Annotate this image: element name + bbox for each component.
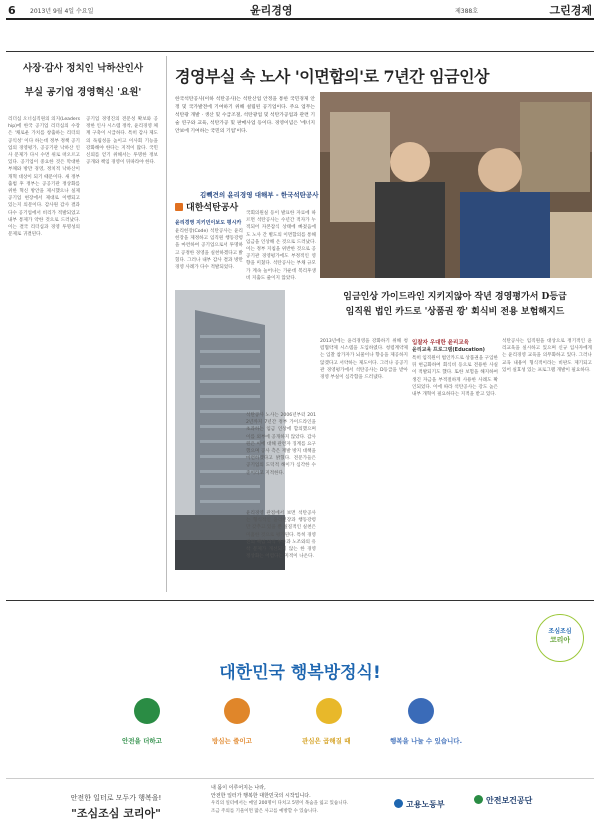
- left-body-col2: [86, 116, 158, 586]
- ministry-logo-text: 고용노동부: [406, 800, 445, 809]
- header-rule: [6, 18, 594, 20]
- left-subhead-1: 사장·감사 정치인 낙하산인사: [22, 63, 144, 74]
- divide-circle-icon: [408, 698, 434, 724]
- lead-text: 한국석탄공사(이하 석탄공사)는 석탄산업 안정을 통한 국민경제 안정 및 국가발전에 기여하기 위해 설립된 공기업이다. 주요 업무는 석탄광 개발 · 생산 및 수급조절, 석탄광업 및 석탄가공업과 관련 기술 연구와 교육, 석탄가공 및 판매사업 등이다. 경영이념은 '에너지 안보에 기여하는 국민의 기업'이다.: [175, 97, 315, 134]
- sidebar-title: 윤리경영 지키민이보도 평시카: [175, 220, 242, 226]
- left-body-text-2: 공기업 경영진의 전문성 확보와 공정한 인사 시스템 정착, 윤리경영 체계 구축이 시급하다. 특히 감사 제도의 독립성을 높이고 이사회 기능을 강화해야 한다는 지적이 많다. 국민 신뢰를 얻기 위해서는 투명한 정보 공개와 책임 경영이 뒤따라야 한다.: [86, 117, 160, 166]
- ad-bottom-box: [6, 778, 594, 836]
- ad-mid-line-1: 내 몸이 이루어지는 나라,: [211, 785, 266, 791]
- column-divider: [166, 56, 167, 592]
- main-headline: 경영부실 속 노사 '이면합의'로 7년간 임금인상: [175, 67, 489, 86]
- section-title: 윤리경영: [250, 4, 293, 17]
- multiply-circle-icon: [316, 698, 342, 724]
- lead-paragraph: [175, 96, 315, 136]
- left-body-col1: [8, 116, 80, 586]
- paper-name: 그린경제: [549, 4, 592, 17]
- right-body-text-1: 2013년에는 윤리경영을 강화하기 위해 청렴협약제 시스템을 도입하였다. 청렴계약제는 입찰 참가자가 뇌물이나 향응을 제공하지 않겠다고 서약하는 제도이다. 그러나 공공기관 경영평가에서 석탄공사는 D등급을 받아 경영 부실이 심각함을 드러냈다.: [320, 339, 410, 381]
- corner-logo-top: 조심조심: [548, 628, 572, 635]
- right-body-col3: [502, 338, 592, 590]
- photo-people-illustration: [320, 92, 592, 278]
- company-logo-icon: [175, 203, 183, 211]
- right-subheads: [320, 290, 590, 320]
- ad-separator: [6, 600, 594, 601]
- callout-title: 입찰자 우대한 윤리교육: [412, 340, 469, 346]
- sidebar-box: [175, 200, 243, 288]
- right-subhead-2: 임직원 법인 카드로 '상품권 깡' 회식비 전용 보험해지드: [345, 307, 565, 317]
- page-header: [0, 0, 600, 44]
- ad-box-line-2: "조심조심 코리아": [71, 807, 161, 820]
- ad-slogan: 대한민국 행복방정식!: [219, 663, 381, 683]
- right-body-text-3: 석탄공사는 임직원을 대상으로 정기적인 윤리교육을 실시하고 있으며 신규 입사자에게는 윤리경영 교육을 의무화하고 있다. 그러나 교육 내용이 형식적이라는 비판도 제기되고 있어 실효성 있는 프로그램 개발이 필요하다.: [502, 339, 594, 373]
- ad-mid-line-4: 조금 주의를 기울이면 많은 사고를 예방할 수 있습니다.: [211, 809, 319, 814]
- middle-body-text-2: 석탄공사 노사는 2006년부터 2012년까지 7년간 정부 가이드라인을 초과하는 임금 인상에 합의했으며 이를 외부에 공개하지 않았다. 감사원은 이에 대해 관련자 징계를 요구했으며 공사 측은 재발 방지 대책을 마련하겠다고 밝혔다. 전문가들은 공기업의 도덕적 해이가 심각한 수준이라고 지적한다.: [246, 413, 318, 476]
- sidebar-logo-row: [175, 200, 243, 213]
- ad-mid-line-2: 안전한 일터가 행복한 대한민국의 시작입니다.: [211, 793, 311, 799]
- ad-pill-4: 행복을 나눌 수 있습니다.: [390, 737, 463, 745]
- middle-body-text-3: 윤리경영 관점에서 보면 석탄공사는 형식적인 윤리헌장과 행동강령만 갖추고 있을 뿐 실질적인 실천은 미흡한 것으로 평가된다. 특히 경영진의 책임 의식 부족과 노조와의 유착 문제가 개선되지 않는 한 경영 정상화는 어렵다는 지적이 나온다.: [246, 511, 318, 560]
- ad-mid-line-3: 우리의 일터에서는 매일 200명이 다치고 5명이 목숨을 잃고 있습니다.: [211, 801, 349, 806]
- sidebar-body: 윤리헌장(Code) 석탄공사는 윤리헌장을 제정하고 임직원 행동강령을 마련하여 공기업으로서 투명하고 공정한 경영을 실천하겠다고 밝혔다. 그러나 내부 감사 결과 방만 경영 사례가 다수 적발되었다.: [175, 229, 243, 271]
- left-body-text: 리더십 오너십직원의 의지(Leadership)에 한국 공기업 리더십의 수장은 '채로운 가치를 창출하는 리더의 공익성' 이다 하는데 정부 정책 공기업의 경영평가, 공공기관 낙하산 인사 문제가 다시 수면 위로 떠오르고 있다. 공기업이 중요한 것은 막대한 부채와 방만 경영, 정치적 낙하산이 개혁 대상이 되기 때문이다. 새 정부 출범 후 정부는 공공기관 정상화를 위한 혁신 방안을 제시했으나 실제 공기업 현장에서 제대로 이행되고 있는지 의문이다. 감사원 감사 결과 다수 공기업에서 비리가 적발되었고 내부 통제가 약한 것으로 드러났다. 이는 결국 리더십과 경영 투명성의 문제로 귀결된다.: [8, 117, 82, 238]
- corner-logo-bottom: 코리아: [549, 636, 571, 644]
- agency-logo-text: 안전보건공단: [486, 796, 533, 805]
- right-body-text-2: 특히 임직원이 법인카드로 상품권을 구입한 뒤 현금화하여 회식비 등으로 전용한 사실이 적발되기도 했다. 또한 보험을 해지하여 생긴 자금을 부적절하게 사용한 사례도 확인되었다. 이에 따라 석탄공사는 강도 높은 내부 개혁이 필요하다는 지적을 받고 있다.: [412, 356, 500, 398]
- ad-pill-3: 관심은 곱해질 때: [302, 737, 351, 745]
- left-column: [8, 62, 158, 100]
- ad-corner-logo: [536, 614, 584, 662]
- agency-logo-icon: [474, 795, 483, 804]
- right-body-col1: [320, 338, 408, 590]
- right-subhead-1: 임금인상 가이드라인 지키지않아 작년 경영평가서 D등급: [343, 292, 567, 302]
- plus-circle-icon: [134, 698, 160, 724]
- ad-pill-2: 방심는 줄이고: [212, 737, 252, 745]
- issue-date: 2013년 9월 4일 수요일: [30, 8, 94, 15]
- page-number: 6: [8, 4, 16, 17]
- photo-people: [320, 92, 592, 278]
- company-logo-text: 대한석탄공사: [186, 203, 239, 213]
- top-rule: [6, 51, 594, 52]
- middle-body-text-1: 국회의원실 등이 발표한 자료에 따르면 석탄공사는 수년간 적자가 누적되어 자본잠식 상태에 빠졌음에도 노사 간 별도의 이면합의를 통해 임금을 인상해 온 것으로 드러났다. 이는 정부 지침을 위반한 것으로 공공기관 경영평가에도 부정적인 영향을 미쳤다. 석탄공사는 부채 규모가 계속 늘어나는 가운데 복리후생비 지출도 줄이지 않았다.: [246, 211, 318, 281]
- ministry-logo-icon: [394, 799, 403, 808]
- issue-number: 제388호: [455, 8, 479, 15]
- minus-circle-icon: [224, 698, 250, 724]
- left-subhead-2: 부실 공기업 경영혁신 '요원': [24, 87, 142, 98]
- callout-subtitle: 윤리교육 프로그램(Education): [412, 347, 485, 353]
- middle-body-col1c: [246, 510, 316, 590]
- byline: 김빽견의 윤리경영 대해부 - 한국석탄공사: [200, 191, 319, 199]
- ad-pill-1: 안전을 더하고: [122, 737, 162, 745]
- ad-box-middle: [211, 784, 386, 816]
- ad-box-line-1: 안전한 일터로 모두가 행복을!: [70, 794, 162, 802]
- public-service-ad: [6, 610, 594, 835]
- right-body-col2: [412, 338, 498, 590]
